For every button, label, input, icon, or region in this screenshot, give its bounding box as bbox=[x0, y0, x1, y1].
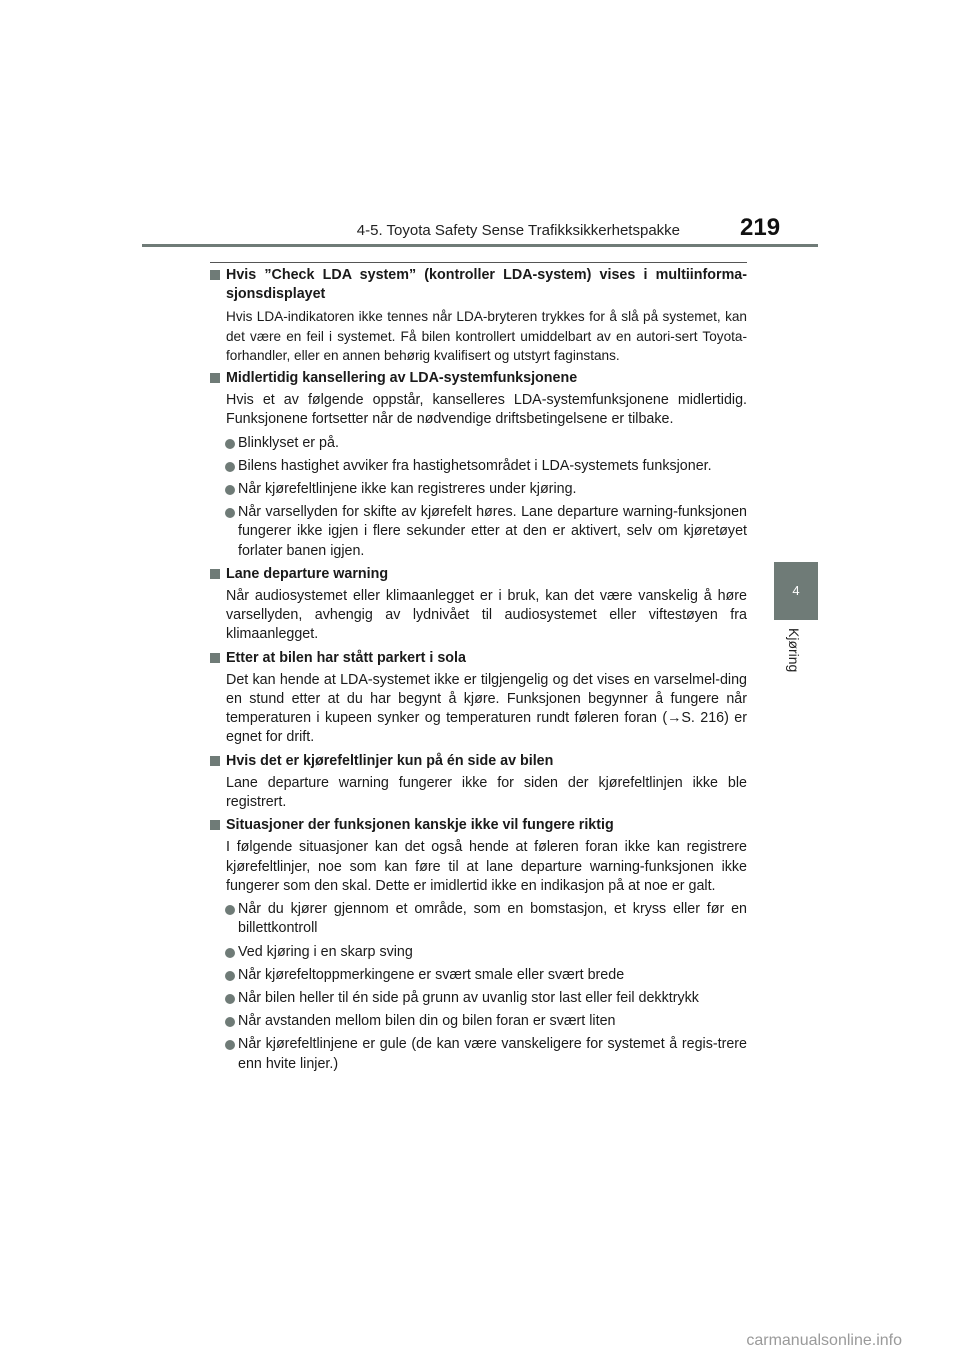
list-item-text: Bilens hastighet avviker fra hastighetsområdet i LDA-systemets funksjoner. bbox=[238, 457, 712, 474]
list-item-text: Blinklyset er på. bbox=[238, 434, 339, 451]
paragraph: Lane departure warning fungerer ikke for siden der kjørefeltlinjen ikke ble registrert. bbox=[226, 774, 747, 811]
round-bullet-icon bbox=[225, 994, 235, 1004]
section-heading bbox=[210, 752, 747, 771]
square-bullet-icon bbox=[210, 756, 220, 766]
list-item-text: Når kjørefeltlinjene ikke kan registreres under kjøring. bbox=[238, 481, 577, 498]
list-item-text: Når kjørefeltoppmerkingene er svært smale eller svært brede bbox=[238, 966, 625, 983]
round-bullet-icon bbox=[225, 485, 235, 495]
section-heading-text: Etter at bilen har stått parkert i sola bbox=[226, 649, 466, 666]
list-item-text: Når bilen heller til én side på grunn av uvanlig stor last eller feil dekktrykk bbox=[238, 989, 699, 1006]
paragraph: Hvis et av følgende oppstår, kanselleres LDA-systemfunksjonene midlertidig. Funksjonene fortsetter når de nødvendige driftsbetingelsene er tilbake. bbox=[226, 392, 747, 428]
section-heading-text: Hvis ”Check LDA system” (kontroller LDA-system) vises i multiinforma-sjonsdisplayet bbox=[226, 267, 747, 303]
paragraph: Hvis LDA-indikatoren ikke tennes når LDA-bryteren trykkes for å slå på systemet, kan det være en feil i systemet. Få bilen kontrollert umiddelbart av en autori-sert Toyota-forhandler, eller en annen behørig kvalifisert og utstyrt faginstans. bbox=[226, 309, 747, 363]
list-item bbox=[210, 989, 747, 1008]
section bbox=[210, 565, 747, 645]
section-title: 4-5. Toyota Safety Sense Trafikksikkerhetspakke bbox=[356, 222, 680, 239]
list-item-text: Når kjørefeltlinjene er gule (de kan være vanskeligere for systemet å regis-trere enn hvite linjer.) bbox=[238, 1036, 747, 1072]
list-item bbox=[210, 1035, 747, 1073]
section-heading bbox=[210, 266, 747, 304]
section-heading-text: Midlertidig kansellering av LDA-systemfunksjonene bbox=[226, 370, 578, 387]
section bbox=[210, 816, 747, 1073]
list-item-text: Når varsellyden for skifte av kjørefelt høres. Lane departure warning-funksjonen fungerer ikke igjen i flere sekunder etter at den er aktivert, selv om kjøretøyet forlater banen igjen. bbox=[238, 504, 747, 559]
square-bullet-icon bbox=[210, 569, 220, 579]
list-item-text: Ved kjøring i en skarp sving bbox=[238, 943, 413, 960]
section bbox=[210, 752, 747, 813]
round-bullet-icon bbox=[225, 462, 235, 472]
section-heading bbox=[210, 369, 747, 388]
list-item bbox=[210, 943, 747, 962]
footer-watermark: carmanualsonline.info bbox=[746, 1332, 902, 1349]
paragraph: Det kan hende at LDA-systemet ikke er tilgjengelig og det vises en varselmel-ding en stund etter at du har begynt å kjøre. Funksjonen begynner å fungere når temperaturen i kupeen synker og temperaturen rundt føleren foran (→S. 216) er egnet for drift. bbox=[226, 671, 747, 746]
round-bullet-icon bbox=[225, 971, 235, 981]
list-item bbox=[210, 966, 747, 985]
chapter-tab bbox=[774, 562, 818, 620]
round-bullet-icon bbox=[225, 1040, 235, 1050]
page-content bbox=[210, 266, 747, 1078]
round-bullet-icon bbox=[225, 948, 235, 958]
section-heading bbox=[210, 816, 747, 835]
list-item-text: Når du kjører gjennom et område, som en bomstasjon, et kryss eller før en billettkontroll bbox=[238, 901, 747, 937]
footer bbox=[0, 1332, 960, 1350]
chapter-number: 4 bbox=[792, 583, 800, 598]
section-heading bbox=[210, 649, 747, 668]
square-bullet-icon bbox=[210, 270, 220, 280]
list-item-text: Når avstanden mellom bilen din og bilen foran er svært liten bbox=[238, 1013, 616, 1030]
section bbox=[210, 266, 747, 365]
square-bullet-icon bbox=[210, 653, 220, 663]
list-item bbox=[210, 503, 747, 561]
chapter-label: Kjøring bbox=[786, 628, 802, 673]
section bbox=[210, 649, 747, 748]
paragraph: I følgende situasjoner kan det også hende at føleren foran ikke kan registrere kjørefeltlinjer, noe som kan føre til at lane departure warning-funksjonen ikke fungerer som den skal. Dette er imidlertid ikke en indikasjon på at noe er galt. bbox=[226, 839, 747, 894]
square-bullet-icon bbox=[210, 373, 220, 383]
round-bullet-icon bbox=[225, 508, 235, 518]
round-bullet-icon bbox=[225, 439, 235, 449]
list-item bbox=[210, 900, 747, 938]
content-top-rule bbox=[210, 262, 747, 263]
list-item bbox=[210, 480, 747, 499]
header-rule bbox=[142, 244, 818, 247]
section bbox=[210, 369, 747, 561]
square-bullet-icon bbox=[210, 820, 220, 830]
round-bullet-icon bbox=[225, 905, 235, 915]
section-heading-text: Hvis det er kjørefeltlinjer kun på én side av bilen bbox=[226, 752, 554, 769]
section-heading-text: Lane departure warning bbox=[226, 565, 389, 582]
section-heading bbox=[210, 565, 747, 584]
list-item bbox=[210, 434, 747, 453]
list-item bbox=[210, 1012, 747, 1031]
page-number: 219 bbox=[740, 214, 781, 241]
list-item bbox=[210, 457, 747, 476]
section-heading-text: Situasjoner der funksjonen kanskje ikke vil fungere riktig bbox=[226, 817, 614, 834]
paragraph: Når audiosystemet eller klimaanlegget er i bruk, kan det være vanskelig å høre varsellyden, avhengig av lydnivået til audiosystemet eller viftestøyen fra klimaanlegget. bbox=[226, 588, 747, 643]
round-bullet-icon bbox=[225, 1017, 235, 1027]
